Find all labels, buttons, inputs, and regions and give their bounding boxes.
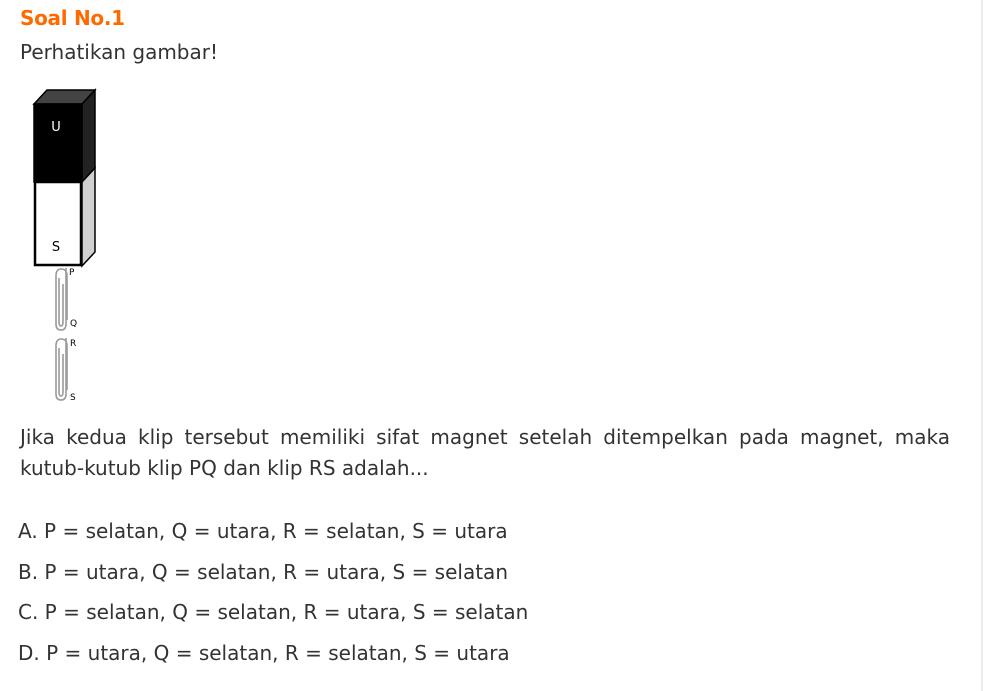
clip-label-s: S — [70, 393, 76, 403]
answer-options — [18, 514, 528, 676]
option-a[interactable]: A. P = selatan, Q = utara, R = selatan, S = utara — [18, 519, 508, 543]
magnet-side-south — [82, 168, 95, 266]
magnet-figure — [30, 86, 110, 406]
clip-label-q: Q — [70, 319, 78, 329]
magnet-side-north — [82, 90, 95, 182]
bar-magnet-illustration — [30, 86, 110, 406]
paper-clip-rs — [56, 338, 67, 400]
clip-label-p: P — [69, 268, 75, 278]
magnet-north-label: U — [51, 120, 61, 135]
question-intro: Perhatikan gambar! — [20, 40, 218, 64]
clip-label-r: R — [70, 339, 77, 349]
page-right-border — [981, 0, 983, 691]
magnet-north-pole — [34, 104, 82, 182]
question-title: Soal No.1 — [20, 6, 125, 30]
option-c[interactable]: C. P = selatan, Q = selatan, R = utara, S = selatan — [18, 600, 529, 624]
option-d[interactable]: D. P = utara, Q = selatan, R = selatan, S = utara — [18, 640, 510, 665]
option-b[interactable]: B. P = utara, Q = selatan, R = utara, S = selatan — [18, 559, 508, 584]
question-text: Jika kedua klip tersebut memiliki sifat magnet setelah ditempelkan pada magnet, maka kutub-kutub klip PQ dan klip RS adalah... — [20, 425, 950, 480]
paper-clip-pq — [56, 268, 67, 330]
magnet-south-label: S — [51, 240, 61, 255]
